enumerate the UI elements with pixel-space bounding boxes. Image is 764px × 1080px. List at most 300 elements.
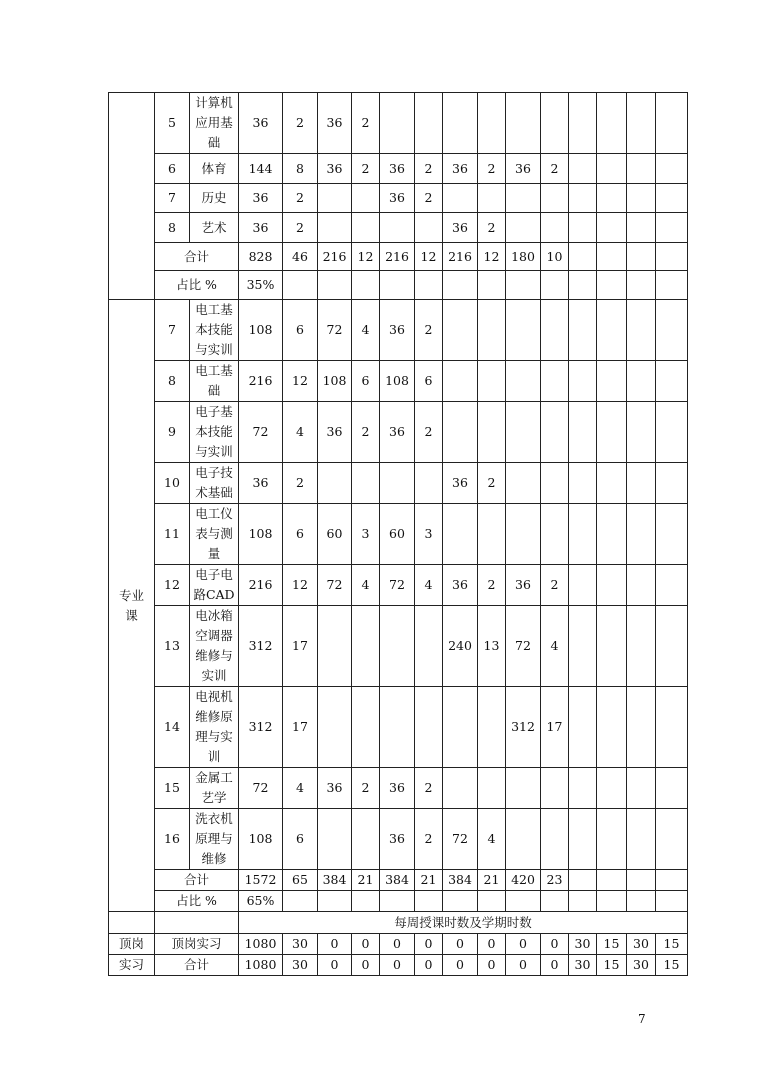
hours-cell [352, 606, 380, 687]
course-name-line: 电工基 [195, 302, 233, 317]
hours-cell: 2 [352, 402, 380, 463]
hours-cell: 36 [239, 93, 283, 154]
course-name-line: 艺学 [201, 790, 227, 805]
hours-cell: 15 [656, 955, 688, 976]
empty-cell [478, 891, 506, 912]
hours-cell [627, 463, 656, 504]
hours-cell: 0 [318, 934, 352, 955]
hours-cell: 384 [318, 870, 352, 891]
hours-cell: 15 [656, 934, 688, 955]
empty-cell [318, 891, 352, 912]
hours-cell: 0 [415, 934, 443, 955]
hours-cell: 2 [478, 463, 506, 504]
hours-cell: 36 [380, 300, 415, 361]
hours-cell [541, 768, 569, 809]
hours-cell: 216 [318, 243, 352, 271]
hours-cell [569, 565, 597, 606]
hours-cell [627, 93, 656, 154]
hours-cell: 2 [283, 213, 318, 243]
hours-cell: 36 [443, 154, 478, 184]
hours-cell [443, 687, 478, 768]
course-number: 8 [155, 213, 190, 243]
hours-cell: 21 [415, 870, 443, 891]
category-cell-internship-line: 顶岗 [109, 934, 155, 955]
hours-cell: 2 [415, 300, 443, 361]
total-label: 合计 [155, 243, 239, 271]
hours-cell: 108 [318, 361, 352, 402]
hours-cell: 0 [443, 934, 478, 955]
table-row [109, 300, 688, 361]
hours-cell [352, 463, 380, 504]
course-name-line: 电子电 [195, 567, 233, 582]
course-name-line: 术基础 [195, 485, 233, 500]
hours-cell [478, 504, 506, 565]
hours-cell: 0 [541, 934, 569, 955]
hours-cell: 13 [478, 606, 506, 687]
hours-cell: 4 [541, 606, 569, 687]
hours-cell: 72 [380, 565, 415, 606]
course-name-line: 表与测 [195, 526, 233, 541]
course-name-line: 电冰箱 [195, 608, 233, 623]
hours-cell: 0 [443, 955, 478, 976]
hours-cell [627, 504, 656, 565]
table-row [109, 154, 688, 184]
hours-cell: 2 [352, 93, 380, 154]
category-cell-general [109, 93, 155, 300]
hours-cell: 3 [352, 504, 380, 565]
hours-cell: 108 [239, 300, 283, 361]
hours-cell: 0 [506, 934, 541, 955]
course-name-line: 电子基 [195, 404, 233, 419]
hours-cell: 6 [283, 809, 318, 870]
hours-cell [318, 463, 352, 504]
course-name [190, 184, 239, 213]
hours-cell: 1080 [239, 934, 283, 955]
hours-cell [506, 300, 541, 361]
hours-cell [569, 300, 597, 361]
hours-cell [443, 768, 478, 809]
hours-cell: 36 [318, 93, 352, 154]
empty-cell [155, 912, 239, 934]
hours-cell [569, 809, 597, 870]
hours-cell: 36 [380, 768, 415, 809]
course-name-line: 量 [207, 546, 221, 561]
hours-cell [569, 243, 597, 271]
hours-cell [656, 565, 688, 606]
hours-cell: 12 [352, 243, 380, 271]
empty-cell [415, 891, 443, 912]
hours-cell [627, 243, 656, 271]
hours-cell: 36 [380, 402, 415, 463]
hours-cell: 36 [506, 565, 541, 606]
hours-cell: 30 [627, 955, 656, 976]
course-name-line: 金属工 [195, 770, 233, 785]
course-name-line: 洗衣机 [195, 811, 233, 826]
hours-cell [569, 213, 597, 243]
empty-cell [109, 912, 155, 934]
hours-cell [569, 606, 597, 687]
table-row [109, 402, 688, 463]
hours-cell [506, 402, 541, 463]
hours-cell [597, 687, 627, 768]
hours-cell: 6 [283, 504, 318, 565]
course-name-line: 原理与 [195, 831, 233, 846]
course-number: 16 [155, 809, 190, 870]
table-row [109, 93, 688, 154]
hours-cell: 4 [283, 402, 318, 463]
empty-cell [656, 271, 688, 300]
course-name-line: 本技能 [195, 322, 233, 337]
empty-cell [443, 891, 478, 912]
course-name [190, 300, 239, 361]
hours-cell: 72 [443, 809, 478, 870]
hours-cell [318, 184, 352, 213]
hours-cell: 30 [283, 934, 318, 955]
hours-cell [597, 402, 627, 463]
hours-cell: 12 [415, 243, 443, 271]
hours-cell [627, 184, 656, 213]
table-row [109, 912, 688, 934]
hours-cell: 17 [283, 687, 318, 768]
hours-cell [541, 93, 569, 154]
hours-cell [506, 361, 541, 402]
hours-cell [656, 213, 688, 243]
hours-cell: 2 [478, 154, 506, 184]
hours-cell: 2 [283, 463, 318, 504]
hours-cell [415, 606, 443, 687]
hours-cell [656, 870, 688, 891]
hours-cell: 60 [380, 504, 415, 565]
hours-cell [506, 213, 541, 243]
table-row [109, 955, 688, 976]
course-name-line: 础 [207, 135, 221, 150]
hours-cell: 0 [541, 955, 569, 976]
empty-cell [352, 891, 380, 912]
hours-cell: 2 [541, 154, 569, 184]
hours-cell [569, 768, 597, 809]
hours-cell [569, 504, 597, 565]
course-name [190, 768, 239, 809]
empty-cell [506, 891, 541, 912]
hours-cell: 0 [352, 955, 380, 976]
hours-cell: 0 [380, 955, 415, 976]
hours-cell: 6 [352, 361, 380, 402]
hours-cell: 36 [239, 213, 283, 243]
empty-cell [443, 271, 478, 300]
hours-cell: 30 [569, 955, 597, 976]
hours-cell: 0 [318, 955, 352, 976]
course-number: 13 [155, 606, 190, 687]
hours-cell [627, 213, 656, 243]
hours-cell [415, 93, 443, 154]
hours-cell [627, 768, 656, 809]
hours-cell: 312 [239, 606, 283, 687]
hours-cell: 0 [478, 955, 506, 976]
hours-cell: 2 [415, 154, 443, 184]
hours-cell: 30 [627, 934, 656, 955]
course-number: 15 [155, 768, 190, 809]
hours-cell [380, 463, 415, 504]
hours-cell [656, 606, 688, 687]
empty-cell [541, 271, 569, 300]
hours-cell: 36 [443, 213, 478, 243]
hours-cell [478, 687, 506, 768]
hours-cell: 0 [380, 934, 415, 955]
hours-cell: 144 [239, 154, 283, 184]
weekly-header: 每周授课时数及学期时数 [239, 912, 688, 934]
empty-cell [597, 891, 627, 912]
hours-cell [627, 606, 656, 687]
course-name-line: 实训 [201, 668, 227, 683]
hours-cell: 0 [352, 934, 380, 955]
course-name-line: 电工仪 [195, 506, 233, 521]
hours-cell [597, 768, 627, 809]
course-name [190, 463, 239, 504]
hours-cell [569, 687, 597, 768]
hours-cell: 384 [380, 870, 415, 891]
ratio-value: 35% [239, 271, 283, 300]
course-name [190, 402, 239, 463]
empty-cell [597, 271, 627, 300]
hours-cell [627, 870, 656, 891]
ratio-label: 占比 % [155, 271, 239, 300]
hours-cell: 30 [283, 955, 318, 976]
hours-cell: 108 [239, 809, 283, 870]
hours-cell: 216 [380, 243, 415, 271]
hours-cell: 1572 [239, 870, 283, 891]
hours-cell: 65 [283, 870, 318, 891]
course-name-line: 电工基 [195, 363, 233, 378]
course-name-line: 体育 [201, 160, 227, 176]
hours-cell [541, 184, 569, 213]
table-row [109, 870, 688, 891]
hours-cell [569, 870, 597, 891]
hours-cell [627, 402, 656, 463]
hours-cell: 4 [352, 565, 380, 606]
hours-cell: 2 [541, 565, 569, 606]
hours-cell: 15 [597, 934, 627, 955]
page-number: 7 [638, 1012, 646, 1026]
course-number: 12 [155, 565, 190, 606]
hours-cell [541, 809, 569, 870]
hours-cell [443, 184, 478, 213]
hours-cell: 2 [415, 809, 443, 870]
hours-cell [443, 402, 478, 463]
hours-cell: 240 [443, 606, 478, 687]
course-name-line: 历史 [201, 190, 227, 205]
hours-cell [597, 504, 627, 565]
hours-cell [443, 504, 478, 565]
hours-cell [478, 361, 506, 402]
empty-cell [569, 271, 597, 300]
hours-cell [656, 184, 688, 213]
hours-cell: 12 [478, 243, 506, 271]
hours-cell [352, 184, 380, 213]
hours-cell [541, 402, 569, 463]
hours-cell [380, 687, 415, 768]
hours-cell: 72 [506, 606, 541, 687]
table-row [109, 934, 688, 955]
hours-cell: 12 [283, 361, 318, 402]
empty-cell [627, 891, 656, 912]
hours-cell [443, 93, 478, 154]
course-name [190, 687, 239, 768]
hours-cell: 17 [283, 606, 318, 687]
category-cell-internship-line: 实习 [109, 955, 155, 976]
course-name-line: 维修 [201, 851, 227, 866]
empty-cell [478, 271, 506, 300]
hours-cell: 36 [380, 154, 415, 184]
hours-cell [656, 463, 688, 504]
hours-cell [415, 463, 443, 504]
table-row [109, 361, 688, 402]
hours-cell [506, 504, 541, 565]
hours-cell: 4 [352, 300, 380, 361]
course-number: 11 [155, 504, 190, 565]
hours-cell: 72 [318, 300, 352, 361]
course-name [190, 606, 239, 687]
hours-cell: 0 [415, 955, 443, 976]
hours-cell: 72 [239, 402, 283, 463]
hours-cell [541, 361, 569, 402]
course-number: 8 [155, 361, 190, 402]
hours-cell [506, 809, 541, 870]
hours-cell [478, 93, 506, 154]
hours-cell: 1080 [239, 955, 283, 976]
hours-cell [656, 504, 688, 565]
hours-cell [569, 93, 597, 154]
course-number: 6 [155, 154, 190, 184]
hours-cell: 180 [506, 243, 541, 271]
hours-cell [597, 606, 627, 687]
hours-cell [478, 300, 506, 361]
hours-cell: 0 [506, 955, 541, 976]
hours-cell [627, 300, 656, 361]
hours-cell [541, 300, 569, 361]
total-label: 合计 [155, 870, 239, 891]
hours-cell: 8 [283, 154, 318, 184]
hours-cell [656, 361, 688, 402]
hours-cell [541, 463, 569, 504]
hours-cell [352, 687, 380, 768]
hours-cell [597, 243, 627, 271]
hours-cell: 2 [283, 184, 318, 213]
hours-cell [443, 361, 478, 402]
empty-cell [627, 271, 656, 300]
hours-cell [541, 504, 569, 565]
hours-cell: 6 [283, 300, 318, 361]
hours-cell: 36 [506, 154, 541, 184]
hours-cell: 36 [380, 809, 415, 870]
hours-cell: 0 [478, 934, 506, 955]
hours-cell: 108 [239, 504, 283, 565]
course-number: 7 [155, 300, 190, 361]
hours-cell: 12 [283, 565, 318, 606]
table-row [109, 271, 688, 300]
hours-cell: 36 [380, 184, 415, 213]
course-name-line: 本技能 [195, 424, 233, 439]
hours-cell: 72 [318, 565, 352, 606]
hours-cell [656, 154, 688, 184]
hours-cell [352, 809, 380, 870]
hours-cell [569, 184, 597, 213]
hours-cell: 384 [443, 870, 478, 891]
hours-cell [597, 213, 627, 243]
hours-cell: 2 [352, 154, 380, 184]
hours-cell: 15 [597, 955, 627, 976]
hours-cell: 36 [239, 463, 283, 504]
course-name [190, 361, 239, 402]
hours-cell: 36 [318, 154, 352, 184]
table-row [109, 891, 688, 912]
hours-cell: 4 [283, 768, 318, 809]
hours-cell [569, 154, 597, 184]
ratio-label: 占比 % [155, 891, 239, 912]
hours-cell [569, 463, 597, 504]
table-row [109, 184, 688, 213]
hours-cell: 6 [415, 361, 443, 402]
course-name-line: 维修与 [195, 648, 233, 663]
hours-cell: 216 [443, 243, 478, 271]
hours-cell [597, 565, 627, 606]
curriculum-table [108, 92, 688, 976]
hours-cell [656, 93, 688, 154]
hours-cell: 21 [478, 870, 506, 891]
table-row [109, 504, 688, 565]
empty-cell [318, 271, 352, 300]
hours-cell: 216 [239, 361, 283, 402]
hours-cell: 36 [443, 565, 478, 606]
hours-cell [656, 243, 688, 271]
course-number: 5 [155, 93, 190, 154]
hours-cell: 2 [415, 402, 443, 463]
course-name-line: 艺术 [201, 219, 227, 235]
course-number: 9 [155, 402, 190, 463]
hours-cell: 4 [478, 809, 506, 870]
hours-cell [597, 463, 627, 504]
hours-cell [627, 687, 656, 768]
course-number: 7 [155, 184, 190, 213]
course-name [190, 565, 239, 606]
hours-cell [380, 93, 415, 154]
hours-cell [478, 402, 506, 463]
hours-cell: 2 [415, 768, 443, 809]
hours-cell [380, 606, 415, 687]
hours-cell [506, 768, 541, 809]
course-name-line: 应用基 [195, 115, 233, 130]
hours-cell: 2 [352, 768, 380, 809]
course-name-line: 与实训 [195, 444, 233, 459]
hours-cell [415, 213, 443, 243]
hours-cell [627, 809, 656, 870]
course-name-line: 础 [207, 383, 221, 398]
hours-cell: 30 [569, 934, 597, 955]
hours-cell: 2 [478, 213, 506, 243]
hours-cell [627, 361, 656, 402]
hours-cell [569, 361, 597, 402]
hours-cell: 10 [541, 243, 569, 271]
hours-cell: 23 [541, 870, 569, 891]
hours-cell [443, 300, 478, 361]
hours-cell [415, 687, 443, 768]
course-name-line: 路CAD [193, 587, 235, 602]
course-name-line: 训 [207, 749, 221, 764]
table-row [109, 809, 688, 870]
hours-cell [627, 565, 656, 606]
course-name-line: 与实训 [195, 342, 233, 357]
hours-cell: 420 [506, 870, 541, 891]
hours-cell: 72 [239, 768, 283, 809]
